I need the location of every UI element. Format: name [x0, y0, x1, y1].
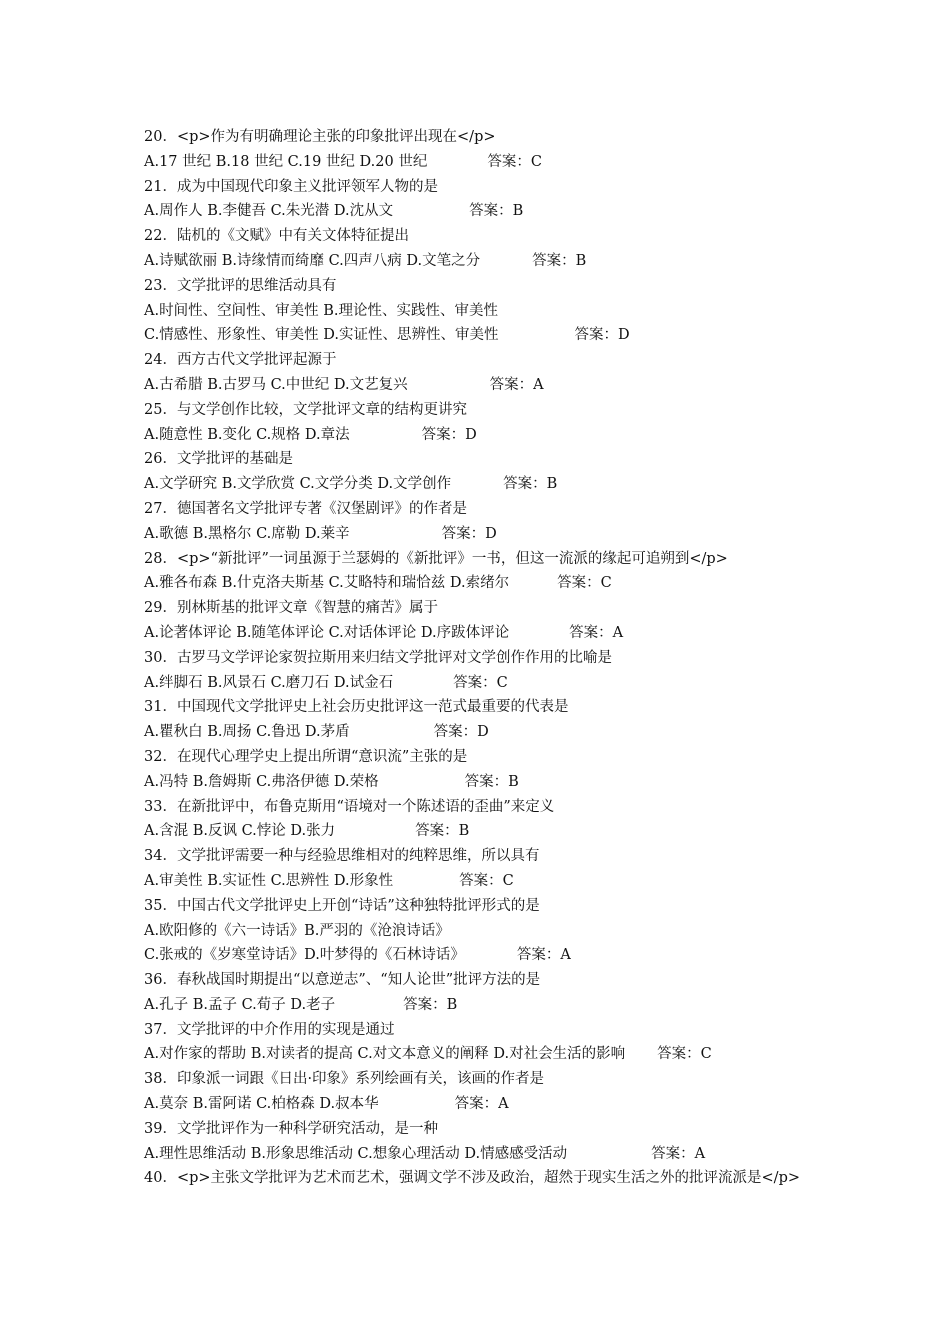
question-text: 39．文学批评作为一种科学研究活动，是一种	[144, 1120, 438, 1137]
question-text: 25．与文学创作比较，文学批评文章的结构更讲究	[144, 401, 467, 418]
options-text: A.诗赋欲丽 B.诗缘情而绮靡 C.四声八病 D.文笔之分	[144, 252, 481, 269]
options-text: C.情感性、形象性、审美性 D.实证性、思辨性、审美性	[144, 327, 499, 344]
options-text: A.含混 B.反讽 C.悖论 D.张力	[144, 823, 336, 840]
options-line	[144, 373, 824, 398]
options-line	[144, 943, 824, 968]
question-text: 40．<p>主张文学批评为艺术而艺术，强调文学不涉及政治，超然于现实生活之外的批评流派是</p>	[144, 1170, 800, 1187]
question-text: 34．文学批评需要一种与经验思维相对的纯粹思维，所以具有	[144, 848, 540, 865]
answer-label: 答案：C	[459, 872, 514, 889]
options-line	[144, 522, 824, 547]
options-text: A.孔子 B.孟子 C.荀子 D.老子	[144, 996, 336, 1013]
question-text: 36．春秋战国时期提出“以意逆志”、“知人论世”批评方法的是	[144, 972, 541, 989]
question-text: 37．文学批评的中介作用的实现是通过	[144, 1021, 395, 1038]
answer-label: 答案：B	[415, 823, 470, 840]
options-text: A.冯特 B.詹姆斯 C.弗洛伊德 D.荣格	[144, 773, 379, 790]
question-text: 28．<p>“新批评”一词虽源于兰瑟姆的《新批评》一书，但这一流派的缘起可追朔到</p>	[144, 550, 728, 567]
options-text: A.审美性 B.实证性 C.思辨性 D.形象性	[144, 872, 394, 889]
answer-label: 答案：B	[532, 252, 587, 269]
answer-label: 答案：B	[469, 203, 524, 220]
options-line	[144, 249, 824, 274]
question-text: 23．文学批评的思维活动具有	[144, 277, 337, 294]
answer-label: 答案：B	[403, 996, 458, 1013]
options-text: A.文学研究 B.文学欣赏 C.文学分类 D.文学创作	[144, 476, 452, 493]
answer-label: 答案：B	[464, 773, 519, 790]
question-text: 26．文学批评的基础是	[144, 451, 293, 468]
options-text: A.论著体评论 B.随笔体评论 C.对话体评论 D.序跋体评论	[144, 624, 510, 641]
question-text: 21．成为中国现代印象主义批评领军人物的是	[144, 178, 438, 195]
answer-label: 答案：B	[503, 476, 558, 493]
answer-label: 答案：D	[441, 525, 497, 542]
question-text: 27．德国著名文学批评专著《汉堡剧评》的作者是	[144, 500, 467, 517]
options-text: A.欧阳修的《六一诗话》B.严羽的《沧浪诗话》	[144, 922, 450, 939]
options-text: C.张戒的《岁寒堂诗话》D.叶梦得的《石林诗话》	[144, 947, 465, 964]
options-line	[144, 299, 824, 324]
options-line	[144, 199, 824, 224]
options-line	[144, 819, 824, 844]
answer-label: 答案：D	[421, 426, 477, 443]
answer-label: 答案：A	[569, 624, 624, 641]
options-text: A.歌德 B.黑格尔 C.席勒 D.莱辛	[144, 525, 350, 542]
answer-label: 答案：A	[516, 947, 571, 964]
options-line	[144, 869, 824, 894]
question-text: 33．在新批评中，布鲁克斯用“语境对一个陈述语的歪曲”来定义	[144, 798, 555, 815]
question-text: 22．陆机的《文赋》中有关文体特征提出	[144, 228, 409, 245]
question-text: 24．西方古代文学批评起源于	[144, 352, 337, 369]
answer-label: 答案：A	[651, 1145, 706, 1162]
options-text: A.周作人 B.李健吾 C.朱光潜 D.沈从文	[144, 203, 394, 220]
question-text: 30．古罗马文学评论家贺拉斯用来归结文学批评对文学创作作用的比喻是	[144, 649, 612, 666]
options-text: A.时间性、空间性、审美性 B.理论性、实践性、审美性	[144, 302, 498, 319]
options-line	[144, 323, 824, 348]
options-line	[144, 423, 824, 448]
options-line	[144, 150, 824, 175]
options-text: A.莫奈 B.雷阿诺 C.柏格森 D.叔本华	[144, 1096, 379, 1113]
options-text: A.绊脚石 B.风景石 C.磨刀石 D.试金石	[144, 674, 394, 691]
options-line	[144, 720, 824, 745]
options-line	[144, 671, 824, 696]
options-text: A.雅各布森 B.什克洛夫斯基 C.艾略特和瑞恰兹 D.索绪尔	[144, 575, 510, 592]
options-line	[144, 472, 824, 497]
options-line	[144, 571, 824, 596]
options-line	[144, 1142, 824, 1167]
options-text: A.17 世纪 B.18 世纪 C.19 世纪 D.20 世纪	[144, 153, 428, 170]
answer-label: 答案：C	[453, 674, 508, 691]
answer-label: 答案：D	[433, 724, 489, 741]
question-text: 29．别林斯基的批评文章《智慧的痛苦》属于	[144, 600, 438, 617]
answer-label: 答案：C	[557, 575, 612, 592]
options-text: A.瞿秋白 B.周扬 C.鲁迅 D.茅盾	[144, 724, 350, 741]
answer-label: 答案：D	[574, 327, 630, 344]
options-line	[144, 993, 824, 1018]
document-body	[144, 125, 824, 1191]
options-line	[144, 1042, 824, 1067]
question-text: 38．印象派一词跟《日出·印象》系列绘画有关，该画的作者是	[144, 1071, 545, 1088]
options-text: A.理性思维活动 B.形象思维活动 C.想象心理活动 D.情感感受活动	[144, 1145, 568, 1162]
question-text: 31．中国现代文学批评史上社会历史批评这一范式最重要的代表是	[144, 699, 569, 716]
answer-label: 答案：A	[489, 376, 544, 393]
question-text: 20．<p>作为有明确理论主张的印象批评出现在</p>	[144, 129, 496, 145]
options-line	[144, 919, 824, 944]
options-line	[144, 621, 824, 646]
answer-label: 答案：C	[487, 153, 542, 170]
question-text: 32．在现代心理学史上提出所谓“意识流”主张的是	[144, 748, 468, 765]
options-line	[144, 1092, 824, 1117]
answer-label: 答案：C	[657, 1046, 712, 1063]
options-text: A.随意性 B.变化 C.规格 D.章法	[144, 426, 350, 443]
answer-label: 答案：A	[454, 1096, 509, 1113]
options-line	[144, 770, 824, 795]
options-text: A.对作家的帮助 B.对读者的提高 C.对文本意义的阐释 D.对社会生活的影响	[144, 1046, 626, 1063]
options-text: A.古希腊 B.古罗马 C.中世纪 D.文艺复兴	[144, 376, 408, 393]
question-text: 35．中国古代文学批评史上开创“诗话”这种独特批评形式的是	[144, 897, 540, 914]
